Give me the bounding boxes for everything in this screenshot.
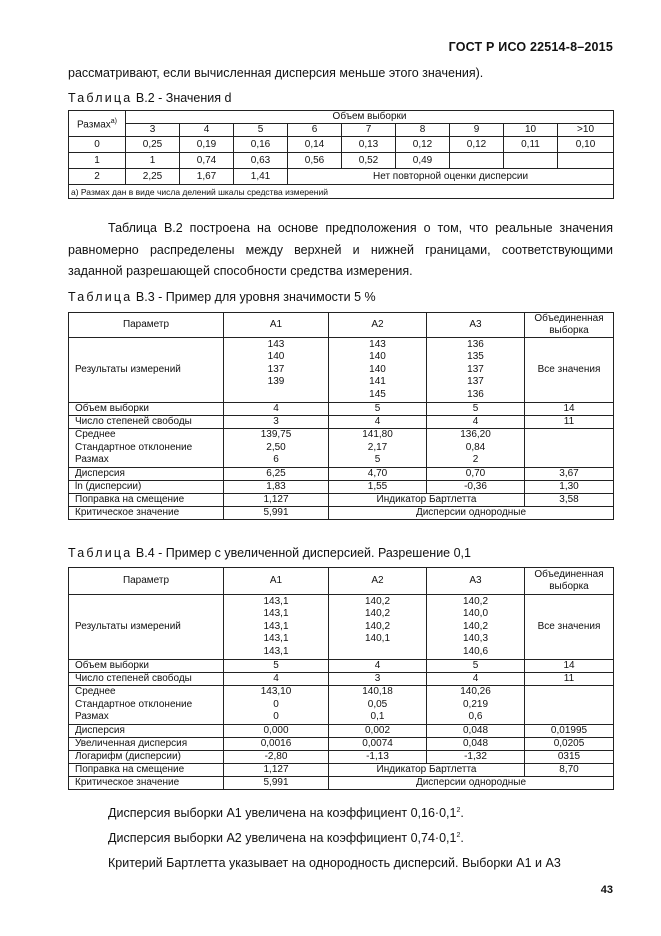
table-row: Дисперсия 6,25 4,70 0,70 3,67: [69, 468, 614, 481]
table-b4-caption: [68, 546, 471, 560]
table-row: 1 1 0,74 0,63 0,56 0,52 0,49: [69, 153, 614, 169]
col-header: 9: [450, 124, 504, 137]
caption-label: Таблица: [68, 290, 133, 304]
table-row: Поправка на смещение 1,127 Индикатор Бартлетта 3,58: [69, 494, 614, 507]
table-row: Результаты измерений 143,1 143,1 143,1 143,1 143,1 140,2 140,2 140,2 140,1 140,2 140,0 140,2 140,3 140,6 Все значения: [69, 595, 614, 660]
table-b3: [68, 312, 614, 520]
closing-line-2: Дисперсия выборки А2 увеличена на коэффициент $0,74\cdot 0,1^2$.: [108, 831, 464, 845]
table-row: Поправка на смещение 1,127 Индикатор Бартлетта 8,70: [69, 764, 614, 777]
range-header-cell: Размах$^{a)}$: [69, 111, 126, 137]
caption-label: Таблица: [68, 91, 133, 105]
paragraph-b2-explanation: Таблица В.2 построена на основе предположения о том, что реальные значения равномерно распределены между верхней и нижней границами, соответствующими заданной разрешающей способности средства измерения.: [68, 221, 613, 278]
col-header: 8: [396, 124, 450, 137]
table-b4: [68, 567, 614, 790]
closing-line-1: Дисперсия выборки А1 увеличена на коэффициент $0,16\cdot 0,1^2$.: [108, 806, 464, 820]
header-pooled: Объединенная выборка: [525, 313, 614, 338]
table-b2: [68, 110, 614, 199]
closing-line-3: Критерий Бартлетта указывает на однородность дисперсий. Выборки А1 и А3: [108, 856, 561, 870]
table-row: ln (дисперсии) 1,83 1,55 -0,36 1,30: [69, 481, 614, 494]
header-parameter: Параметр: [69, 568, 224, 595]
caption-text: В.2 - Значения d: [135, 91, 232, 105]
table-row: Среднее Стандартное отклонение Размах 143,10 0 0 140,18 0,05 0,1 140,26 0,219 0,6: [69, 686, 614, 725]
header-a3: А3: [427, 313, 525, 338]
table-b2-caption: [68, 91, 231, 105]
table-row: Число степеней свободы 3 4 4 11: [69, 416, 614, 429]
table-row: Увеличенная дисперсия 0,0016 0,0074 0,048 0,0205: [69, 738, 614, 751]
header-a2: А2: [329, 568, 427, 595]
col-header: 4: [180, 124, 234, 137]
header-a3: А3: [427, 568, 525, 595]
col-header: 6: [288, 124, 342, 137]
caption-label: Таблица: [68, 546, 133, 560]
intro-line: рассматривают, если вычисленная дисперсия меньше этого значения).: [68, 66, 484, 80]
header-parameter: Параметр: [69, 313, 224, 338]
col-header: 7: [342, 124, 396, 137]
header-pooled: Объединенная выборка: [525, 568, 614, 595]
col-header: >10: [558, 124, 614, 137]
table-row: Критическое значение 5,991 Дисперсии однородные: [69, 507, 614, 520]
no-reestimate-note: Нет повторной оценки дисперсии: [288, 169, 614, 185]
table-row: 2 2,25 1,67 1,41 Нет повторной оценки дисперсии: [69, 169, 614, 185]
table-row: 0 0,25 0,19 0,16 0,14 0,13 0,12 0,12 0,11 0,10: [69, 137, 614, 153]
col-header: 5: [234, 124, 288, 137]
table-row: Объем выборки 4 5 5 14: [69, 403, 614, 416]
table-row: Среднее Стандартное отклонение Размах 139,75 2,50 6 141,80 2,17 5 136,20 0,84 2: [69, 429, 614, 468]
table-row: Объем выборки 5 4 5 14: [69, 660, 614, 673]
table-row: Логарифм (дисперсии) -2,80 -1,13 -1,32 0315: [69, 751, 614, 764]
header-a2: А2: [329, 313, 427, 338]
caption-text: В.4 - Пример с увеличенной дисперсией. Разрешение 0,1: [135, 546, 471, 560]
table-b3-caption: [68, 290, 376, 304]
header-a1: А1: [224, 568, 329, 595]
header-a1: А1: [224, 313, 329, 338]
table-row: Результаты измерений 143 140 137 139 143 140 140 141 145 136 135 137 137 136 Все значения: [69, 338, 614, 403]
table-row: Дисперсия 0,000 0,002 0,048 0,01995: [69, 725, 614, 738]
caption-text: В.3 - Пример для уровня значимости 5 %: [135, 290, 376, 304]
col-header: 10: [504, 124, 558, 137]
sample-size-header: Объем выборки: [126, 111, 614, 124]
page-number: 43: [600, 884, 613, 896]
table-row: Критическое значение 5,991 Дисперсии однородные: [69, 777, 614, 790]
table-footnote: a) Размах дан в виде числа делений шкалы средства измерений: [69, 185, 614, 199]
document-header: ГОСТ Р ИСО 22514-8–2015: [448, 40, 613, 54]
table-row: Число степеней свободы 4 3 4 11: [69, 673, 614, 686]
col-header: 3: [126, 124, 180, 137]
